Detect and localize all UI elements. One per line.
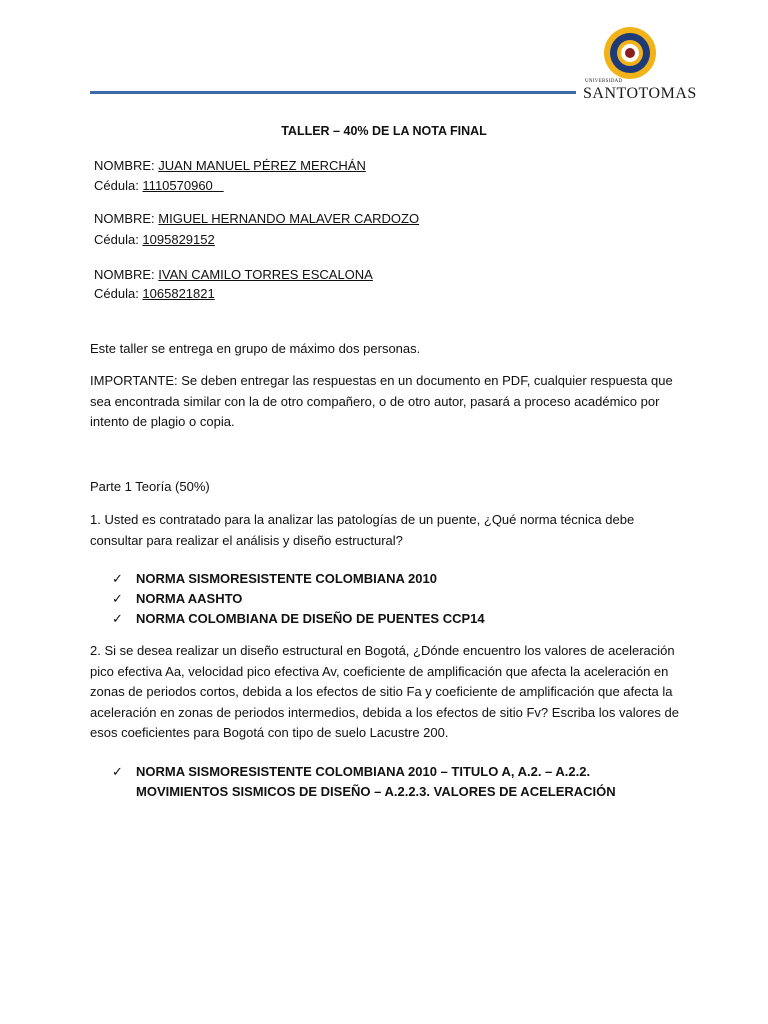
answer-item: ✓ NORMA SISMORESISTENTE COLOMBIANA 2010: [112, 569, 672, 589]
student-id: 1110570960: [142, 178, 224, 193]
page-title: TALLER – 40% DE LA NOTA FINAL: [281, 124, 487, 138]
header-rule: [90, 91, 576, 94]
answer-item: ✓ NORMA AASHTO: [112, 589, 672, 609]
student-3-name-line: [94, 267, 373, 282]
name-label: NOMBRE:: [94, 267, 159, 282]
checkmark-icon: ✓: [112, 571, 123, 586]
question-1-answers: [112, 569, 672, 629]
important-paragraph: IMPORTANTE: Se deben entregar las respuestas en un documento en PDF, cualquier respuesta que sea encontrada similar con la de otro compañero, o de otro autor, pasará a proceso académico por intento de plagio o copia.: [90, 373, 673, 429]
checkmark-icon: ✓: [112, 591, 123, 606]
student-id: 1065821821: [142, 286, 215, 301]
question-2: 2. Si se desea realizar un diseño estructural en Bogotá, ¿Dónde encuentro los valores de aceleración pico efectiva Aa, velocidad pico efectiva Av, coeficiente de amplificación que afecta la aceleración en zonas de periodos cortos, debida a los efectos de sitio Fa y coeficiente de amplificación que afecta la aceleración en zonas de periodos intermedios, debida a los efectos de sitio Fv? Escriba los valores de esos coeficientes para Bogotá con tipo de suelo Lacustre 200.: [90, 643, 679, 740]
student-2-id-line: [94, 232, 215, 247]
name-label: NOMBRE:: [94, 158, 159, 173]
answer-item: ✓ NORMA SISMORESISTENTE COLOMBIANA 2010 – TITULO A, A.2. – A.2.2. MOVIMIENTOS SISMICOS DE DISEÑO – A.2.2.3. VALORES DE ACELERACIÓN: [112, 764, 616, 799]
name-label: NOMBRE:: [94, 211, 159, 226]
id-label: Cédula:: [94, 178, 143, 193]
answer-item: ✓ NORMA COLOMBIANA DE DISEÑO DE PUENTES CCP14: [112, 609, 672, 629]
question-2-answers: [112, 762, 672, 802]
student-id: 1095829152: [142, 232, 215, 247]
student-1-name-line: [94, 158, 366, 173]
id-label: Cédula:: [94, 232, 143, 247]
part-1-heading: Parte 1 Teoría (50%): [90, 479, 210, 494]
student-name: MIGUEL HERNANDO MALAVER CARDOZO: [158, 211, 420, 226]
student-1-id-line: [94, 178, 224, 193]
logo-prefix: UNIVERSIDAD: [585, 79, 623, 84]
intro-paragraph: Este taller se entrega en grupo de máximo dos personas.: [90, 341, 421, 356]
checkmark-icon: ✓: [112, 611, 123, 626]
student-name: IVAN CAMILO TORRES ESCALONA: [158, 267, 373, 282]
student-2-name-line: [94, 211, 419, 226]
id-label: Cédula:: [94, 286, 143, 301]
seal-icon: [583, 25, 683, 85]
question-1: 1. Usted es contratado para la analizar las patologías de un puente, ¿Qué norma técnica debe consultar para realizar el análisis y diseño estructural?: [90, 512, 635, 548]
checkmark-icon: ✓: [112, 764, 123, 779]
student-name: JUAN MANUEL PÉREZ MERCHÁN: [158, 158, 366, 173]
student-3-id-line: [94, 286, 215, 301]
logo-wordmark: SANTOTOMAS: [583, 85, 697, 102]
